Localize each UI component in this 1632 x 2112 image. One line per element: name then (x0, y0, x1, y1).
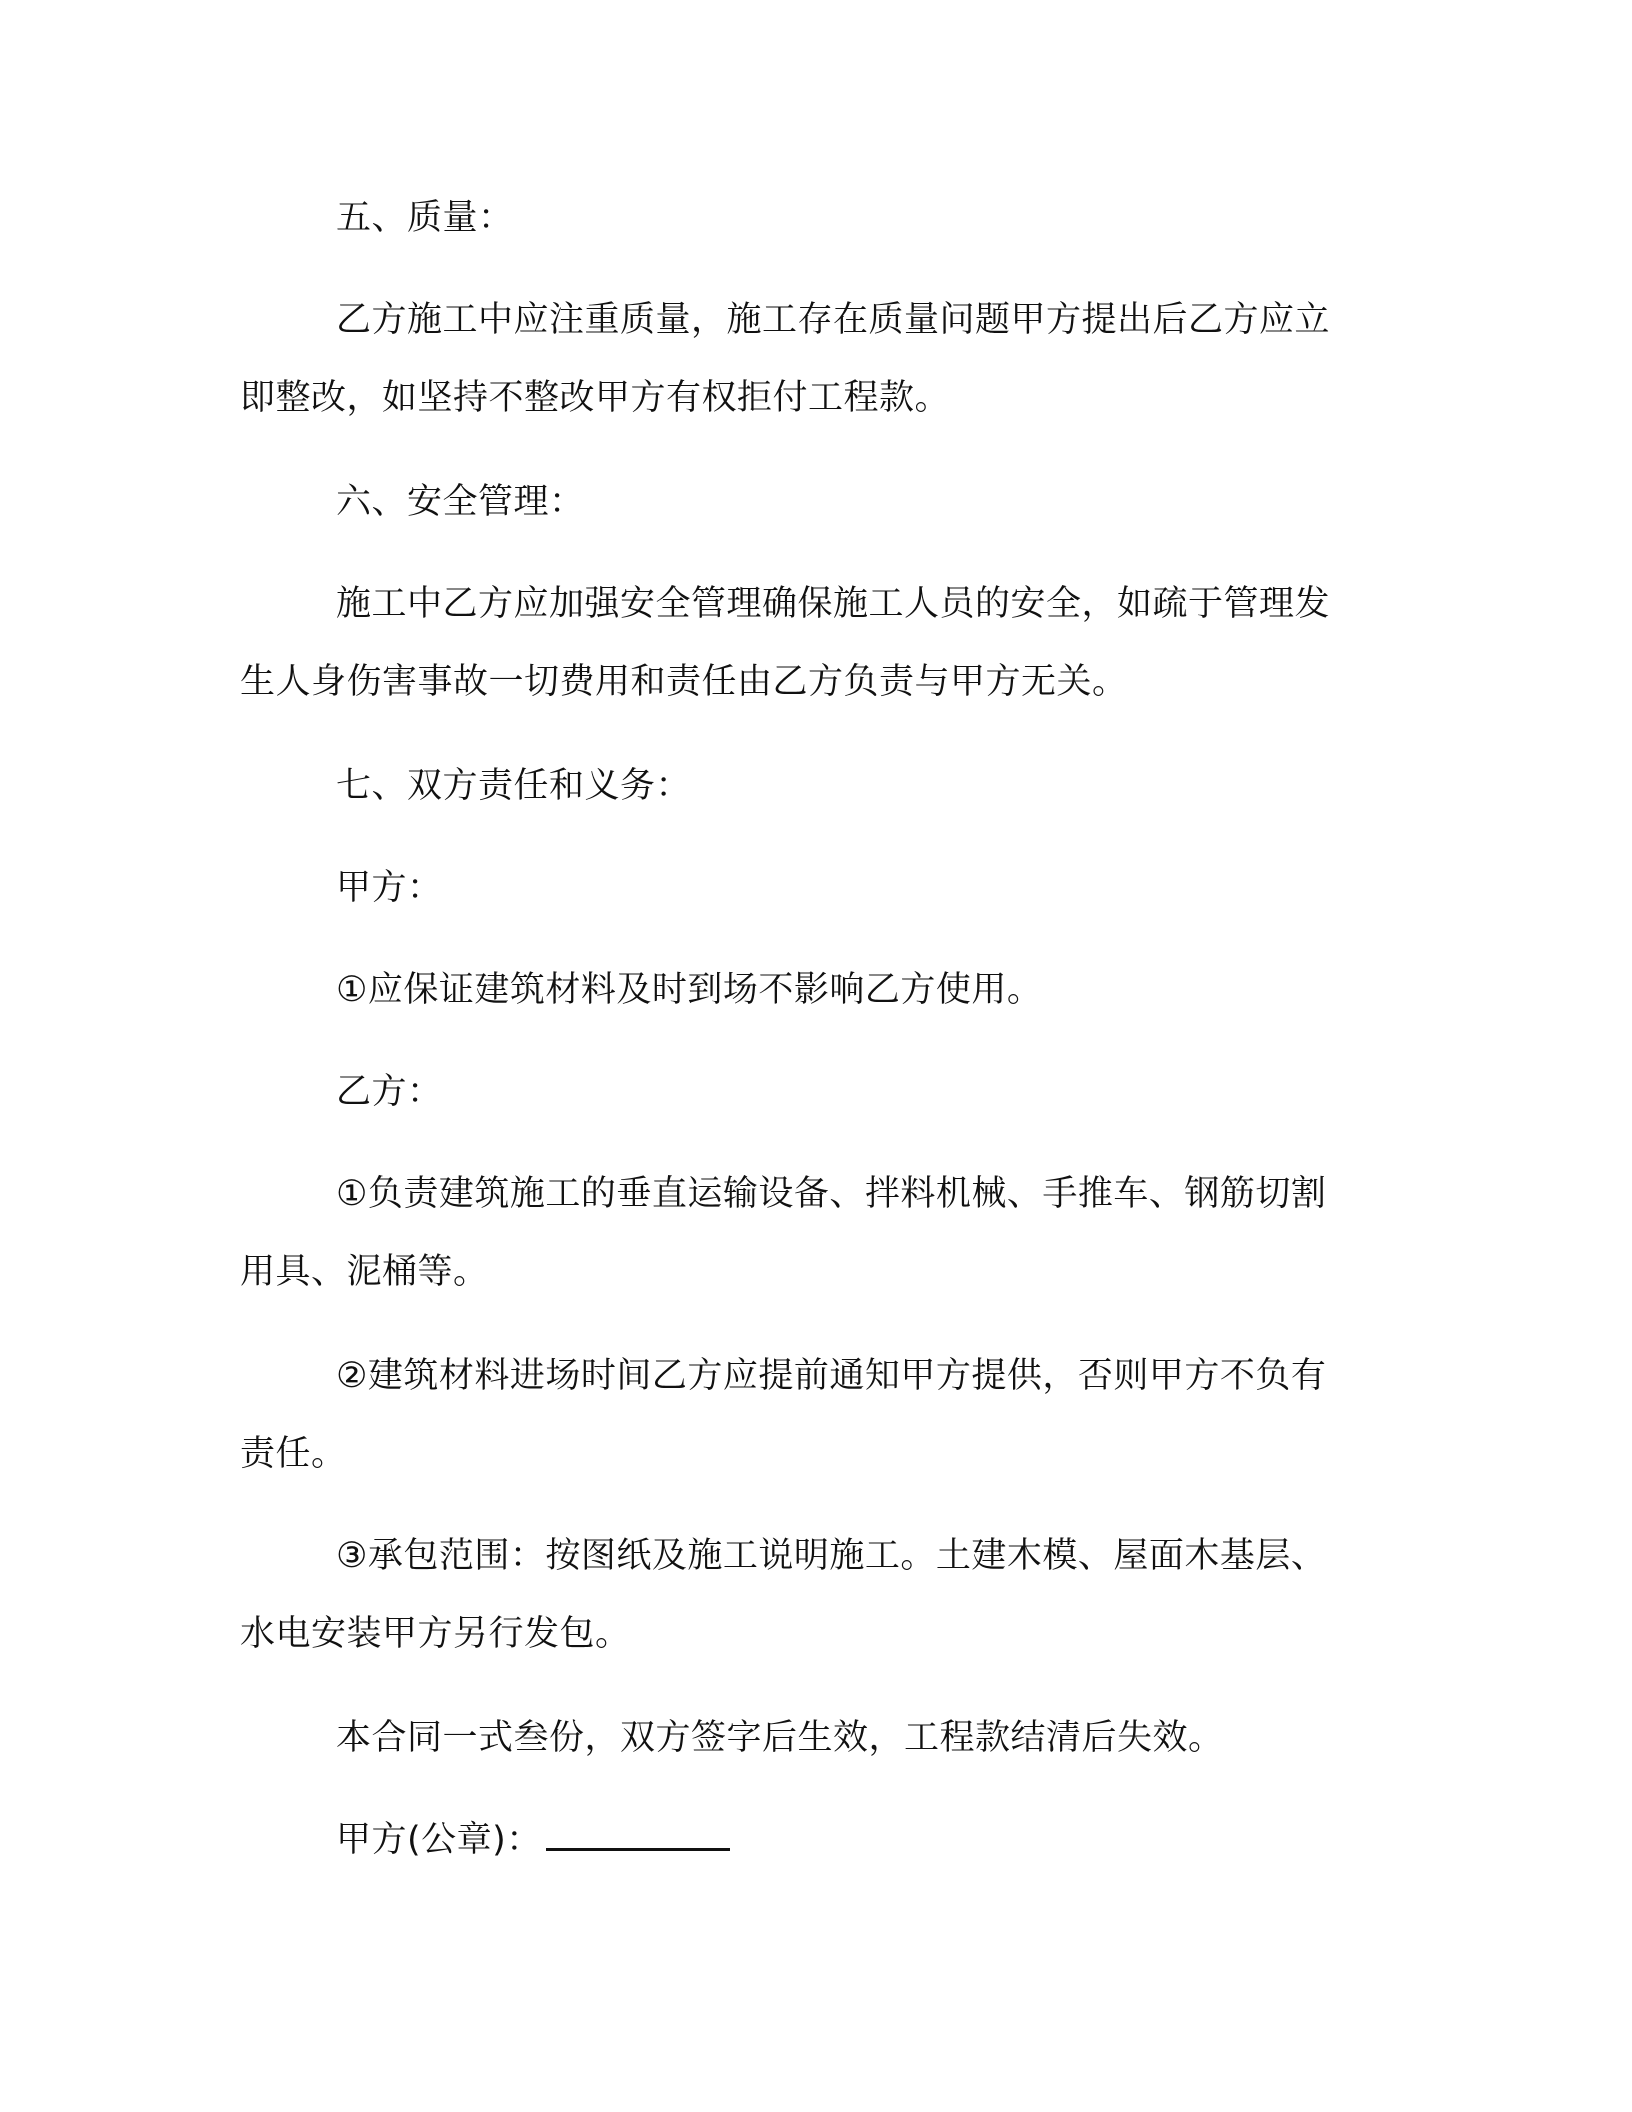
party-a-item-1: ①应保证建筑材料及时到场不影响乙方使用。 (336, 970, 1043, 1010)
party-a-signature-row (336, 1818, 730, 1862)
party-b-item-1-line2: 用具、泥桶等。 (240, 1252, 489, 1292)
section-heading-quality: 五、质量： (336, 198, 514, 238)
section-heading-responsibilities: 七、双方责任和义务： (336, 766, 692, 806)
party-b-item-3-line2: 水电安装甲方另行发包。 (240, 1614, 631, 1654)
party-b-heading: 乙方： (336, 1072, 443, 1112)
document-page (240, 0, 1380, 2112)
party-b-item-1-line1: ①负责建筑施工的垂直运输设备、拌料机械、手推车、钢筋切割 (336, 1174, 1327, 1214)
signature-blank-line[interactable] (546, 1818, 730, 1851)
paragraph-safety-line1: 施工中乙方应加强安全管理确保施工人员的安全，如疏于管理发 (336, 584, 1331, 624)
paragraph-quality-line2: 即整改，如坚持不整改甲方有权拒付工程款。 (240, 378, 951, 418)
party-b-item-2-line1: ②建筑材料进场时间乙方应提前通知甲方提供，否则甲方不负有 (336, 1356, 1327, 1396)
contract-validity-clause: 本合同一式叁份，双方签字后生效，工程款结清后失效。 (336, 1718, 1224, 1758)
party-a-heading: 甲方： (336, 868, 443, 908)
party-b-item-2-line2: 责任。 (240, 1434, 347, 1474)
paragraph-quality-line1: 乙方施工中应注重质量，施工存在质量问题甲方提出后乙方应立 (336, 300, 1331, 340)
paragraph-safety-line2: 生人身伤害事故一切费用和责任由乙方负责与甲方无关。 (240, 662, 1128, 702)
section-heading-safety: 六、安全管理： (336, 482, 585, 522)
party-b-item-3-line1: ③承包范围：按图纸及施工说明施工。土建木模、屋面木基层、 (336, 1536, 1327, 1576)
party-a-seal-label: 甲方(公章)： (336, 1820, 542, 1860)
